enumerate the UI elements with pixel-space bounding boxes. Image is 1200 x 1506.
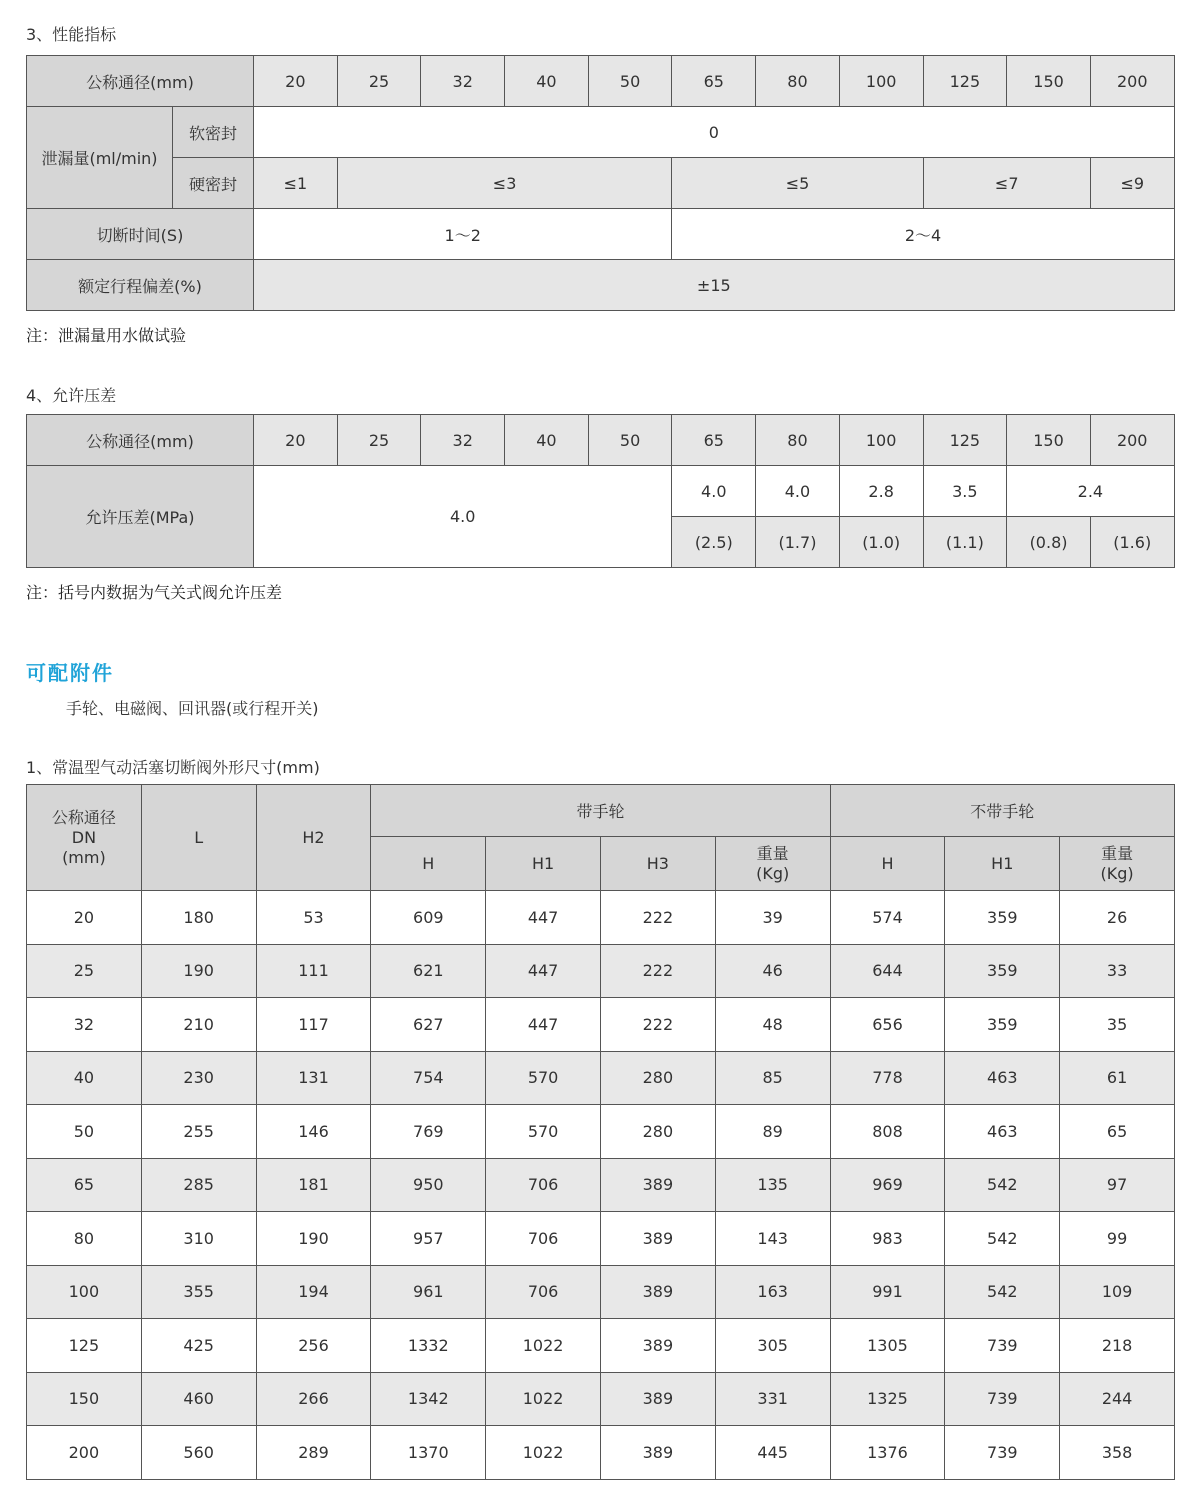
table-cell: 389 [600,1372,715,1426]
table-row [27,56,1175,107]
without-handwheel-header: 不带手轮 [830,785,1174,837]
H3-header: H3 [600,837,715,891]
table-cell: 460 [141,1372,256,1426]
pressure-diff-value: 2.8 [839,466,923,517]
table-cell: 950 [371,1158,486,1212]
table-row [27,1051,1175,1105]
table-cell: 131 [256,1051,371,1105]
table-cell: 190 [256,1212,371,1266]
table-cell: 230 [141,1051,256,1105]
table-cell: 289 [256,1426,371,1480]
pressure-diff-table [26,414,1175,568]
table-cell: 560 [141,1426,256,1480]
dn-cell: 125 [923,415,1007,466]
pressure-diff-common: 4.0 [254,466,672,568]
table-row [27,891,1175,945]
stroke-deviation-value: ±15 [254,260,1175,311]
cutoff-time-value: 1～2 [254,209,672,260]
table-cell: 255 [141,1105,256,1159]
table-cell: 609 [371,891,486,945]
table-cell: 644 [830,944,945,998]
dn-cell: 32 [421,415,505,466]
table-cell: 1022 [486,1426,601,1480]
table-row [27,466,1175,517]
section3-note: 注：泄漏量用水做试验 [26,326,187,345]
dn-cell: 40 [505,415,589,466]
with-handwheel-header: 带手轮 [371,785,830,837]
dn-cell: 100 [839,56,923,107]
table-cell: 280 [600,1051,715,1105]
table-cell: 48 [715,998,830,1052]
table-cell: 305 [715,1319,830,1373]
table-cell: 739 [945,1319,1060,1373]
table-cell: 778 [830,1051,945,1105]
table-cell: 991 [830,1265,945,1319]
table-cell: 85 [715,1051,830,1105]
section4-heading: 4、允许压差 [26,386,117,405]
table-cell: 190 [141,944,256,998]
table-cell: 125 [27,1319,142,1373]
table-cell: 61 [1060,1051,1175,1105]
table-row [27,107,1175,158]
table-cell: 111 [256,944,371,998]
weight-header-line: 重量 [756,843,789,863]
table-cell: 1332 [371,1319,486,1373]
accessories-title: 可配附件 [26,661,114,685]
table-cell: 163 [715,1265,830,1319]
table-cell: 180 [141,891,256,945]
table-row [27,1158,1175,1212]
cutoff-time-value: 2～4 [672,209,1174,260]
table-cell: 447 [486,944,601,998]
table-cell: 280 [600,1105,715,1159]
table-cell: 1376 [830,1426,945,1480]
table-cell: 46 [715,944,830,998]
table-cell: 310 [141,1212,256,1266]
table-cell: 143 [715,1212,830,1266]
table-cell: 706 [486,1265,601,1319]
table-cell: 447 [486,891,601,945]
table-cell: 769 [371,1105,486,1159]
dn-cell: 65 [672,415,756,466]
table-cell: 146 [256,1105,371,1159]
table-cell: 463 [945,1051,1060,1105]
table-cell: 65 [27,1158,142,1212]
table-row [27,1105,1175,1159]
dn-cell: 50 [588,415,672,466]
table-cell: 574 [830,891,945,945]
table-cell: 961 [371,1265,486,1319]
table-cell: 359 [945,998,1060,1052]
table-cell: 244 [1060,1372,1175,1426]
table-cell: 570 [486,1105,601,1159]
pressure-diff-fo: (2.5) [672,517,756,568]
weight-header [715,837,830,891]
table-row [27,1319,1175,1373]
table-cell: 222 [600,998,715,1052]
dn-header-line: DN [71,827,97,847]
table-cell: 33 [1060,944,1175,998]
H-header: H [371,837,486,891]
table-cell: 181 [256,1158,371,1212]
table-cell: 40 [27,1051,142,1105]
pressure-diff-value: 3.5 [923,466,1007,517]
table-cell: 359 [945,891,1060,945]
table-cell: 331 [715,1372,830,1426]
H1-header: H1 [486,837,601,891]
cutoff-time-label: 切断时间(S) [27,209,254,260]
table-cell: 32 [27,998,142,1052]
table-cell: 218 [1060,1319,1175,1373]
soft-seal-value: 0 [254,107,1175,158]
table-header-row [27,785,1175,837]
table-cell: 1022 [486,1319,601,1373]
table-cell: 706 [486,1158,601,1212]
pressure-diff-value: 2.4 [1007,466,1174,517]
dn-cell: 200 [1090,56,1174,107]
dn-cell: 50 [588,56,672,107]
table-cell: 754 [371,1051,486,1105]
dn-cell: 25 [337,56,421,107]
dn-cell: 150 [1007,56,1091,107]
table-cell: 445 [715,1426,830,1480]
table-cell: 389 [600,1426,715,1480]
table-cell: 359 [945,944,1060,998]
table-row [27,158,1175,209]
dn-cell: 25 [337,415,421,466]
table-cell: 739 [945,1426,1060,1480]
table-cell: 463 [945,1105,1060,1159]
dn-header [27,785,142,891]
table-row [27,998,1175,1052]
dimensions-heading: 1、常温型气动活塞切断阀外形尺寸(mm) [26,758,320,777]
table-cell: 266 [256,1372,371,1426]
table-row [27,260,1175,311]
table-cell: 1305 [830,1319,945,1373]
dn-cell: 20 [254,415,338,466]
dn-cell: 200 [1090,415,1174,466]
table-cell: 39 [715,891,830,945]
hard-seal-value: ≤1 [254,158,338,209]
section4-note: 注：括号内数据为气关式阀允许压差 [26,583,283,602]
weight-header [1060,837,1175,891]
performance-table [26,55,1175,311]
table-row [27,415,1175,466]
table-cell: 447 [486,998,601,1052]
dn-label: 公称通径(mm) [27,56,254,107]
dn-label: 公称通径(mm) [27,415,254,466]
table-cell: 621 [371,944,486,998]
table-cell: 627 [371,998,486,1052]
table-cell: 1022 [486,1372,601,1426]
table-cell: 50 [27,1105,142,1159]
dn-cell: 32 [421,56,505,107]
table-cell: 542 [945,1265,1060,1319]
H-header: H [830,837,945,891]
pressure-diff-fo: (1.6) [1090,517,1174,568]
dn-cell: 80 [756,56,840,107]
pressure-diff-value: 4.0 [756,466,840,517]
dn-header-line: 公称通径 [51,807,116,827]
table-cell: 256 [256,1319,371,1373]
pressure-diff-label: 允许压差(MPa) [27,466,254,568]
soft-seal-label: 软密封 [173,107,254,158]
table-cell: 656 [830,998,945,1052]
table-cell: 25 [27,944,142,998]
dimensions-table [26,784,1175,1480]
table-cell: 200 [27,1426,142,1480]
table-cell: 97 [1060,1158,1175,1212]
section3-heading: 3、性能指标 [26,25,117,44]
table-row [27,1212,1175,1266]
table-cell: 150 [27,1372,142,1426]
dn-cell: 20 [254,56,338,107]
table-cell: 389 [600,1212,715,1266]
dn-cell: 150 [1007,415,1091,466]
hard-seal-value: ≤7 [923,158,1090,209]
table-cell: 285 [141,1158,256,1212]
weight-header-line: (Kg) [756,863,790,883]
table-row [27,944,1175,998]
table-cell: 542 [945,1212,1060,1266]
leakage-label: 泄漏量(ml/min) [27,107,173,209]
table-cell: 194 [256,1265,371,1319]
dn-cell: 80 [756,415,840,466]
table-row [27,1426,1175,1480]
table-cell: 135 [715,1158,830,1212]
L-header: L [141,785,256,891]
table-cell: 808 [830,1105,945,1159]
dn-cell: 125 [923,56,1007,107]
table-cell: 570 [486,1051,601,1105]
table-cell: 222 [600,891,715,945]
table-cell: 210 [141,998,256,1052]
dimensions-body [27,891,1175,1480]
table-cell: 425 [141,1319,256,1373]
pressure-diff-fo: (1.0) [839,517,923,568]
hard-seal-value: ≤9 [1090,158,1174,209]
table-cell: 957 [371,1212,486,1266]
weight-header-line: (Kg) [1100,863,1134,883]
table-cell: 542 [945,1158,1060,1212]
dn-cell: 40 [505,56,589,107]
pressure-diff-fo: (1.7) [756,517,840,568]
dn-cell: 100 [839,415,923,466]
table-cell: 355 [141,1265,256,1319]
table-cell: 739 [945,1372,1060,1426]
accessories-list: 手轮、电磁阀、回讯器(或行程开关) [66,699,319,718]
table-cell: 1342 [371,1372,486,1426]
table-cell: 117 [256,998,371,1052]
table-cell: 99 [1060,1212,1175,1266]
hard-seal-label: 硬密封 [173,158,254,209]
table-row [27,1265,1175,1319]
table-cell: 80 [27,1212,142,1266]
table-cell: 20 [27,891,142,945]
table-cell: 222 [600,944,715,998]
table-cell: 983 [830,1212,945,1266]
weight-header-line: 重量 [1101,843,1134,863]
table-cell: 1370 [371,1426,486,1480]
table-cell: 26 [1060,891,1175,945]
table-row [27,1372,1175,1426]
table-cell: 358 [1060,1426,1175,1480]
pressure-diff-value: 4.0 [672,466,756,517]
H2-header: H2 [256,785,371,891]
table-cell: 35 [1060,998,1175,1052]
table-cell: 969 [830,1158,945,1212]
table-cell: 100 [27,1265,142,1319]
table-cell: 389 [600,1265,715,1319]
table-row [27,209,1175,260]
hard-seal-value: ≤3 [337,158,672,209]
table-cell: 109 [1060,1265,1175,1319]
dn-header-line: (mm) [62,847,106,867]
pressure-diff-fo: (1.1) [923,517,1007,568]
table-cell: 706 [486,1212,601,1266]
table-cell: 65 [1060,1105,1175,1159]
table-cell: 389 [600,1158,715,1212]
stroke-deviation-label: 额定行程偏差(%) [27,260,254,311]
H1-header: H1 [945,837,1060,891]
hard-seal-value: ≤5 [672,158,923,209]
pressure-diff-fo: (0.8) [1007,517,1091,568]
table-cell: 53 [256,891,371,945]
dn-cell: 65 [672,56,756,107]
table-cell: 389 [600,1319,715,1373]
table-cell: 1325 [830,1372,945,1426]
table-cell: 89 [715,1105,830,1159]
